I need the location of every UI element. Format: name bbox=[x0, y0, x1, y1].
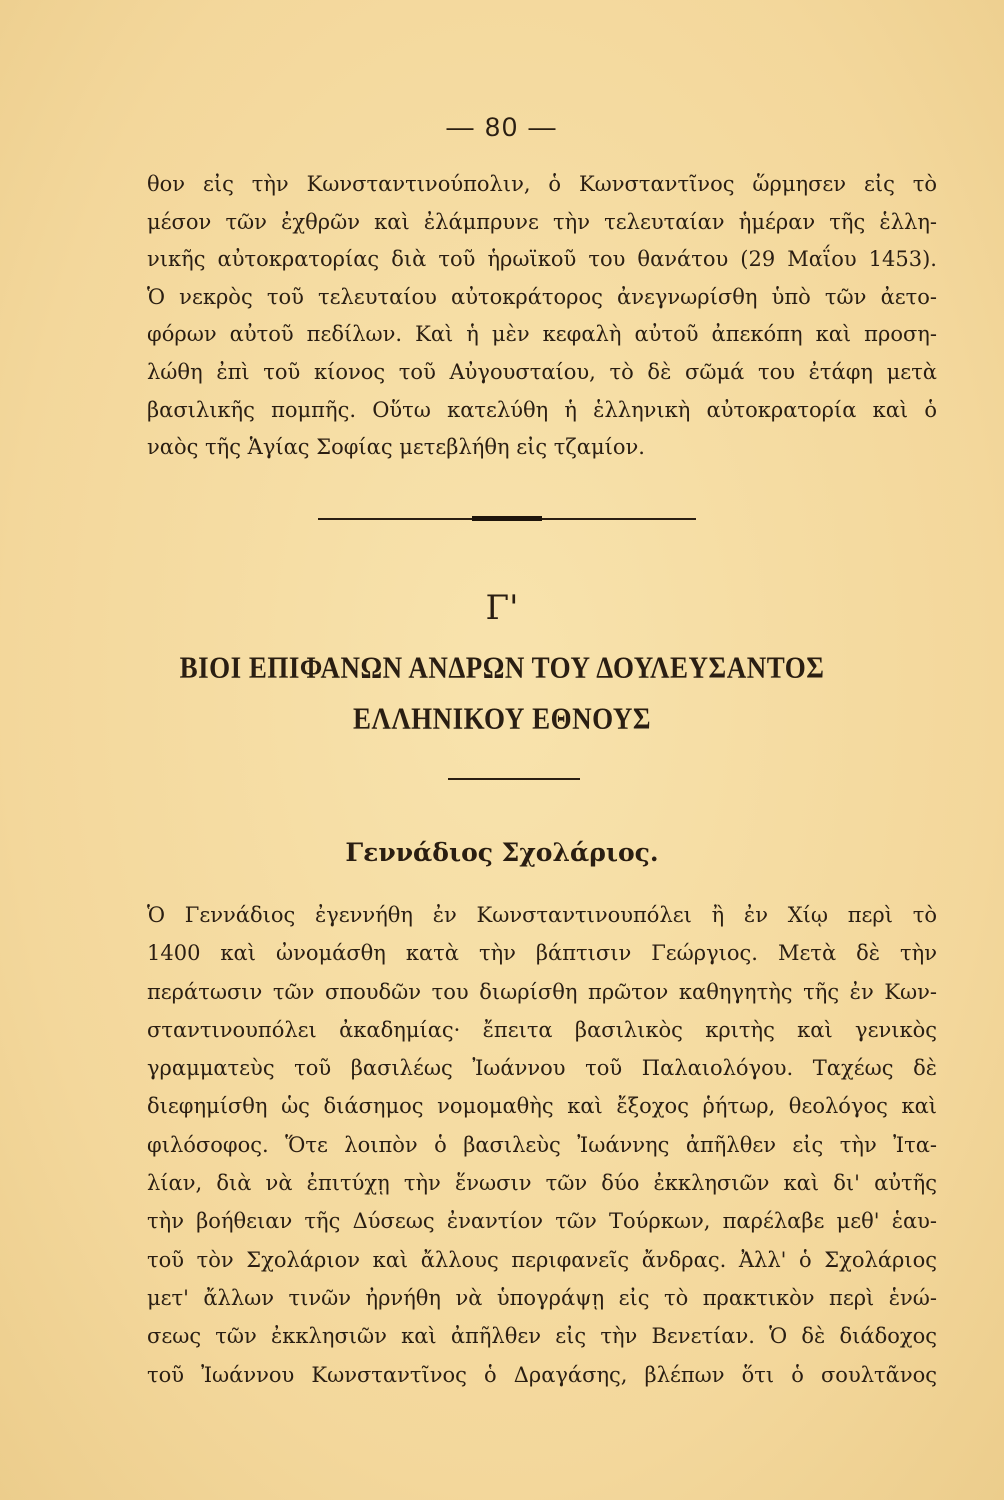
text-line: τοῦ τὸν Σχολάριον καὶ ἄλλους περιφανεῖς ἄνδρας. Ἀλλ' ὁ Σχολάριος bbox=[147, 1247, 937, 1272]
text-line: γραμματεὺς τοῦ βασιλέως Ἰωάννου τοῦ Παλαιολόγου. Ταχέως δὲ bbox=[147, 1056, 937, 1081]
text-line: νικῆς αὐτοκρατορίας διὰ τοῦ ἡρωϊκοῦ του θανάτου (29 Μαΐου 1453). bbox=[147, 247, 937, 272]
text-line: τοῦ Ἰωάννου Κωνσταντῖνος ὁ Δραγάσης, βλέπων ὅτι ὁ σουλτᾶνος bbox=[147, 1362, 937, 1387]
text-line: λώθη ἐπὶ τοῦ κίονος τοῦ Αὐγουσταίου, τὸ δὲ σῶμά του ἐτάφη μετὰ bbox=[147, 359, 937, 384]
text-line: βασιλικῆς πομπῆς. Οὕτω κατελύθη ἡ ἑλληνικὴ αὐτοκρατορία καὶ ὁ bbox=[147, 397, 937, 422]
text-line: σεως τῶν ἐκκλησιῶν καὶ ἀπῆλθεν εἰς τὴν Βενετίαν. Ὁ δὲ διάδοχος bbox=[147, 1324, 937, 1349]
heading-underline bbox=[448, 778, 580, 780]
text-line: περάτωσιν τῶν σπουδῶν του διωρίσθη πρῶτον καθηγητὴς τῆς ἐν Κων- bbox=[147, 979, 937, 1004]
section-letter: Γ' bbox=[485, 588, 519, 628]
text-line: μετ' ἄλλων τινῶν ἠρνήθη νὰ ὑπογράψῃ εἰς τὸ πρακτικὸν περὶ ἑνώ- bbox=[147, 1285, 937, 1310]
text-line: 1400 καὶ ὠνομάσθη κατὰ τὴν βάπτισιν Γεώργιος. Μετὰ δὲ τὴν bbox=[147, 941, 937, 966]
section-heading-line-2: ΕΛΛΗΝΙΚΟΥ ΕΘΝΟΥΣ bbox=[352, 700, 652, 736]
text-line: φόρων αὐτοῦ πεδίλων. Καὶ ἡ μὲν κεφαλὴ αὐτοῦ ἀπεκόπη καὶ προση- bbox=[147, 322, 937, 347]
text-line: διεφημίσθη ὡς διάσημος νομομαθὴς καὶ ἔξοχος ῥήτωρ, θεολόγος καὶ bbox=[147, 1094, 937, 1119]
text-line: σταντινουπόλει ἀκαδημίας· ἔπειτα βασιλικὸς κριτὴς καὶ γενικὸς bbox=[147, 1017, 937, 1042]
text-line: θον εἰς τὴν Κωνσταντινούπολιν, ὁ Κωνσταντῖνος ὥρμησεν εἰς τὸ bbox=[147, 172, 937, 196]
text-line: λίαν, διὰ νὰ ἐπιτύχῃ τὴν ἕνωσιν τῶν δύο ἐκκλησιῶν καὶ δι' αὐτῆς bbox=[147, 1171, 937, 1196]
chapter-subtitle: Γεννάδιος Σχολάριος. bbox=[345, 838, 659, 867]
text-line: Ὁ Γεννάδιος ἐγεννήθη ἐν Κωνσταντινουπόλει ἢ ἐν Χίῳ περὶ τὸ bbox=[147, 903, 937, 927]
section-heading-line-1: ΒΙΟΙ ΕΠΙΦΑΝΩΝ ΑΝΔΡΩΝ ΤΟΥ ΔΟΥΛΕΥΣΑΝΤΟΣ bbox=[179, 649, 825, 685]
section-divider-ornament bbox=[472, 516, 542, 521]
text-line: μέσον τῶν ἐχθρῶν καὶ ἐλάμπρυνε τὴν τελευταίαν ἡμέραν τῆς ἑλλη- bbox=[147, 209, 937, 234]
text-line: τὴν βοήθειαν τῆς Δύσεως ἐναντίον τῶν Τούρκων, παρέλαβε μεθ' ἑαυ- bbox=[147, 1209, 937, 1234]
text-line: ναὸς τῆς Ἁγίας Σοφίας μετεβλήθη εἰς τζαμίον. bbox=[147, 435, 645, 460]
text-line: Ὁ νεκρὸς τοῦ τελευταίου αὐτοκράτορος ἀνεγνωρίσθη ὑπὸ τῶν ἀετο- bbox=[147, 284, 937, 309]
paragraph-continuation bbox=[147, 174, 937, 475]
page-number: — 80 — bbox=[446, 112, 558, 142]
paragraph-body bbox=[147, 905, 937, 1403]
text-line: φιλόσοφος. Ὅτε λοιπὸν ὁ βασιλεὺς Ἰωάννης ἀπῆλθεν εἰς τὴν Ἰτα- bbox=[147, 1132, 937, 1157]
